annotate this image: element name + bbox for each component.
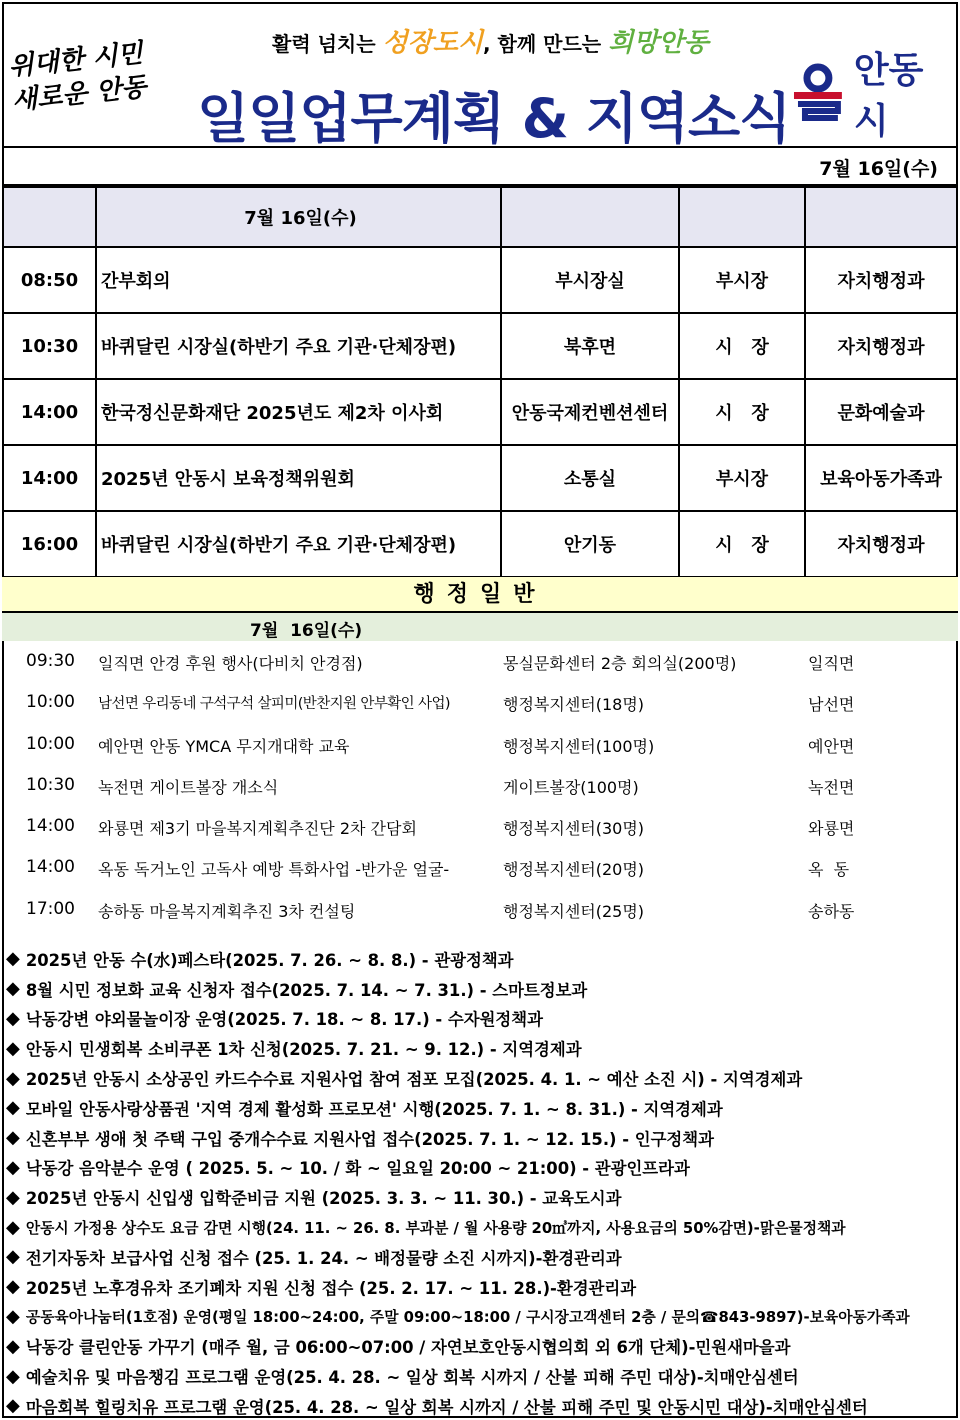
- admin-dept: 예안면: [808, 736, 855, 756]
- row-place: 안기동: [501, 511, 679, 577]
- notice-item: [6, 1302, 956, 1332]
- row-place: 부시장실: [501, 247, 679, 313]
- notice-text: 낙동강 클린안동 가꾸기 (매주 월, 금 06:00~07:00 / 자연보호안동시협의회 외 6개 단체)-민원새마을과: [25, 1338, 791, 1358]
- header-cell-attendee: [679, 187, 805, 247]
- row-attendee: 부시장: [679, 445, 805, 511]
- row-time: 08:50: [3, 247, 96, 313]
- header-cell-date: 7월 16일(수): [96, 187, 501, 247]
- logo-text: 안동시: [853, 50, 924, 142]
- slogan-line-1: 위대한 시민: [7, 38, 145, 83]
- notice-item: [6, 944, 956, 974]
- tagline-highlight-hope: 희망안동: [608, 28, 709, 58]
- row-title: 2025년 안동시 보육정책위원회: [96, 445, 501, 511]
- row-dept: 문화예술과: [805, 379, 957, 445]
- diamond-bullet-icon: ◆: [6, 1246, 20, 1268]
- header-cell-place: [501, 187, 679, 247]
- header-cell-dept: [805, 187, 957, 247]
- diamond-bullet-icon: ◆: [6, 1276, 20, 1298]
- list-item: [0, 641, 960, 682]
- slogan-left: [7, 34, 173, 118]
- row-dept: 자치행정과: [805, 313, 957, 379]
- diamond-bullet-icon: ◆: [6, 1395, 20, 1417]
- list-item: [0, 889, 960, 930]
- date-row: [2, 148, 958, 186]
- admin-date-bar: [2, 613, 958, 641]
- diamond-bullet-icon: ◆: [6, 1186, 20, 1208]
- notice-item: [6, 1272, 956, 1302]
- row-place: 안동국제컨벤션센터: [501, 379, 679, 445]
- row-time: 16:00: [3, 511, 96, 577]
- notice-item: [6, 1063, 956, 1093]
- admin-dept: 옥 동: [808, 860, 850, 880]
- notice-text: 모바일 안동사랑상품권 '지역 경제 활성화 프로모션' 시행(2025. 7. 1. ~ 8. 31.) - 지역경제과: [25, 1099, 723, 1119]
- diamond-bullet-icon: ◆: [6, 1037, 20, 1059]
- admin-dept: 남선면: [808, 695, 855, 715]
- row-place: 소통실: [501, 445, 679, 511]
- admin-dept: 송하동: [808, 901, 855, 921]
- header-cell-time: [3, 187, 96, 247]
- schedule-table: [2, 186, 958, 578]
- admin-place: 행정복지센터(18명): [503, 695, 645, 715]
- admin-title: 송하동 마을복지계획추진 3차 컨설팅: [98, 901, 356, 921]
- tagline-highlight-growth: 성장도시: [382, 28, 483, 58]
- notice-text: 2025년 안동 수(水)페스타(2025. 7. 26. ~ 8. 8.) - 관광정책과: [25, 950, 514, 970]
- diamond-bullet-icon: ◆: [6, 978, 20, 1000]
- tagline: [272, 22, 709, 59]
- row-attendee: 시 장: [679, 511, 805, 577]
- table-row: [3, 511, 957, 577]
- row-dept: 자치행정과: [805, 511, 957, 577]
- notice-item: [6, 1331, 956, 1361]
- admin-time: 14:00: [26, 857, 75, 878]
- table-row: [3, 379, 957, 445]
- notice-item: [6, 1093, 956, 1123]
- row-title: 한국정신문화재단 2025년도 제2차 이사회: [96, 379, 501, 445]
- admin-time: 10:00: [26, 692, 75, 713]
- row-title: 바퀴달린 시장실(하반기 주요 기관·단체장편): [96, 511, 501, 577]
- admin-place: 행정복지센터(100명): [503, 736, 655, 756]
- admin-section-title: 행정일반: [2, 577, 958, 613]
- diamond-bullet-icon: ◆: [6, 1127, 20, 1149]
- andong-logo-icon: [788, 62, 848, 124]
- list-item: [0, 724, 960, 765]
- row-dept: 자치행정과: [805, 247, 957, 313]
- diamond-bullet-icon: ◆: [6, 1335, 20, 1357]
- admin-title: 남선면 우리동네 구석구석 살피미(반찬지원 안부확인 사업): [98, 696, 450, 713]
- row-time: 14:00: [3, 379, 96, 445]
- notice-text: 2025년 노후경유차 조기폐차 지원 신청 접수 (25. 2. 17. ~ 11. 28.)-환경관리과: [25, 1278, 637, 1298]
- admin-title: 일직면 안경 후원 행사(다비치 안경점): [98, 654, 363, 673]
- diamond-bullet-icon: ◆: [6, 948, 20, 970]
- notice-text: 전기자동차 보급사업 신청 접수 (25. 1. 24. ~ 배정물량 소진 시까지)-환경관리과: [25, 1248, 622, 1268]
- admin-place: 게이트볼장(100명): [503, 777, 639, 797]
- notice-text: 2025년 안동시 신입생 입학준비금 지원 (2025. 3. 3. ~ 11. 30.) - 교육도시과: [25, 1189, 622, 1209]
- admin-time: 10:00: [26, 733, 75, 754]
- admin-title: 녹전면 게이트볼장 개소식: [98, 777, 279, 797]
- notice-item: [6, 1212, 956, 1242]
- admin-place: 행정복지센터(30명): [503, 819, 645, 839]
- row-attendee: 시 장: [679, 313, 805, 379]
- city-logo: [788, 42, 958, 144]
- list-item: [0, 765, 960, 806]
- table-row: [3, 313, 957, 379]
- notice-item: [6, 1123, 956, 1153]
- notice-list: [6, 944, 956, 1420]
- notice-item: [6, 974, 956, 1004]
- notice-text: 낙동강 음악분수 운영 ( 2025. 5. ~ 10. / 화 ~ 일요일 20:00 ~ 21:00) - 관광인프라과: [25, 1159, 690, 1179]
- admin-title: 예안면 안동 YMCA 무지개대학 교육: [98, 736, 350, 756]
- row-time: 10:30: [3, 313, 96, 379]
- header: [2, 2, 958, 148]
- admin-time: 17:00: [26, 898, 75, 919]
- report-date: 7월 16일(수): [819, 158, 938, 180]
- notice-text: 신혼부부 생애 첫 주택 구입 중개수수료 지원사업 접수(2025. 7. 1. ~ 12. 15.) - 인구정책과: [25, 1129, 714, 1149]
- diamond-bullet-icon: ◆: [6, 1067, 20, 1089]
- admin-date: 7월 16일(수): [250, 621, 363, 641]
- list-item: [0, 682, 960, 723]
- notice-item: [6, 1153, 956, 1183]
- admin-list: [0, 641, 960, 930]
- diamond-bullet-icon: ◆: [6, 1156, 20, 1178]
- notice-text: 마음회복 힐링치유 프로그램 운영(25. 4. 28. ~ 일상 회복 시까지 / 산불 피해 주민 및 안동시민 대상)-치매안심센터: [25, 1397, 868, 1417]
- tagline-prefix: 활력 넘치는: [272, 32, 383, 56]
- admin-place: 행정복지센터(25명): [503, 901, 645, 921]
- admin-time: 09:30: [26, 651, 75, 671]
- schedule-header-row: [3, 187, 957, 247]
- row-title: 바퀴달린 시장실(하반기 주요 기관·단체장편): [96, 313, 501, 379]
- admin-time: 14:00: [26, 816, 75, 837]
- admin-dept: 와룡면: [808, 819, 855, 839]
- row-place: 북후면: [501, 313, 679, 379]
- row-attendee: 시 장: [679, 379, 805, 445]
- page-title: 일일업무계획 & 지역소식: [197, 87, 791, 150]
- admin-title: 와룡면 제3기 마을복지계획추진단 2차 간담회: [98, 819, 417, 839]
- notice-item: [6, 1391, 956, 1420]
- row-dept: 보육아동가족과: [805, 445, 957, 511]
- admin-dept: 일직면: [808, 654, 855, 673]
- slogan-line-2: 새로운 안동: [10, 72, 148, 117]
- notice-item: [6, 1182, 956, 1212]
- notice-item: [6, 1242, 956, 1272]
- tagline-middle: , 함께 만드는: [483, 32, 609, 56]
- notice-text: 예술치유 및 마음챙김 프로그램 운영(25. 4. 28. ~ 일상 회복 시까지 / 산불 피해 주민 대상)-치매안심센터: [25, 1368, 799, 1388]
- admin-title: 옥동 독거노인 고독사 예방 특화사업 -반가운 얼굴-: [98, 860, 450, 880]
- admin-time: 10:30: [26, 774, 75, 795]
- diamond-bullet-icon: ◆: [6, 1097, 20, 1119]
- row-time: 14:00: [3, 445, 96, 511]
- admin-dept: 녹전면: [808, 777, 855, 797]
- table-row: [3, 247, 957, 313]
- notice-text: 2025년 안동시 소상공인 카드수수료 지원사업 참여 점포 모집(2025. 4. 1. ~ 예산 소진 시) - 지역경제과: [25, 1070, 803, 1090]
- notice-text: 안동시 가정용 상수도 요금 감면 시행(24. 11. ~ 26. 8. 부과분 / 월 사용량 20㎥까지, 사용요금의 50%감면)-맑은물정책과: [25, 1219, 846, 1237]
- list-item: [0, 806, 960, 847]
- notice-text: 8월 시민 정보화 교육 신청자 접수(2025. 7. 14. ~ 7. 31.) - 스마트정보과: [25, 980, 588, 1000]
- notice-text: 안동시 민생회복 소비쿠폰 1차 신청(2025. 7. 21. ~ 9. 12.) - 지역경제과: [25, 1040, 582, 1060]
- row-attendee: 부시장: [679, 247, 805, 313]
- diamond-bullet-icon: ◆: [6, 1007, 20, 1029]
- admin-place: 행정복지센터(20명): [503, 860, 645, 880]
- row-title: 간부회의: [96, 247, 501, 313]
- diamond-bullet-icon: ◆: [6, 1305, 20, 1327]
- notice-item: [6, 1361, 956, 1391]
- notice-text: 공동육아나눔터(1호점) 운영(평일 18:00~24:00, 주말 09:00~18:00 / 구시장고객센터 2층 / 문의☎843-9897)-보육아동가족과: [25, 1308, 910, 1326]
- list-item: [0, 847, 960, 888]
- admin-place: 몽실문화센터 2층 회의실(200명): [503, 654, 737, 673]
- diamond-bullet-icon: ◆: [6, 1216, 20, 1238]
- notice-item: [6, 1033, 956, 1063]
- table-row: [3, 445, 957, 511]
- notice-item: [6, 1004, 956, 1034]
- notice-text: 낙동강변 야외물놀이장 운영(2025. 7. 18. ~ 8. 17.) - 수자원정책과: [25, 1010, 543, 1030]
- diamond-bullet-icon: ◆: [6, 1365, 20, 1387]
